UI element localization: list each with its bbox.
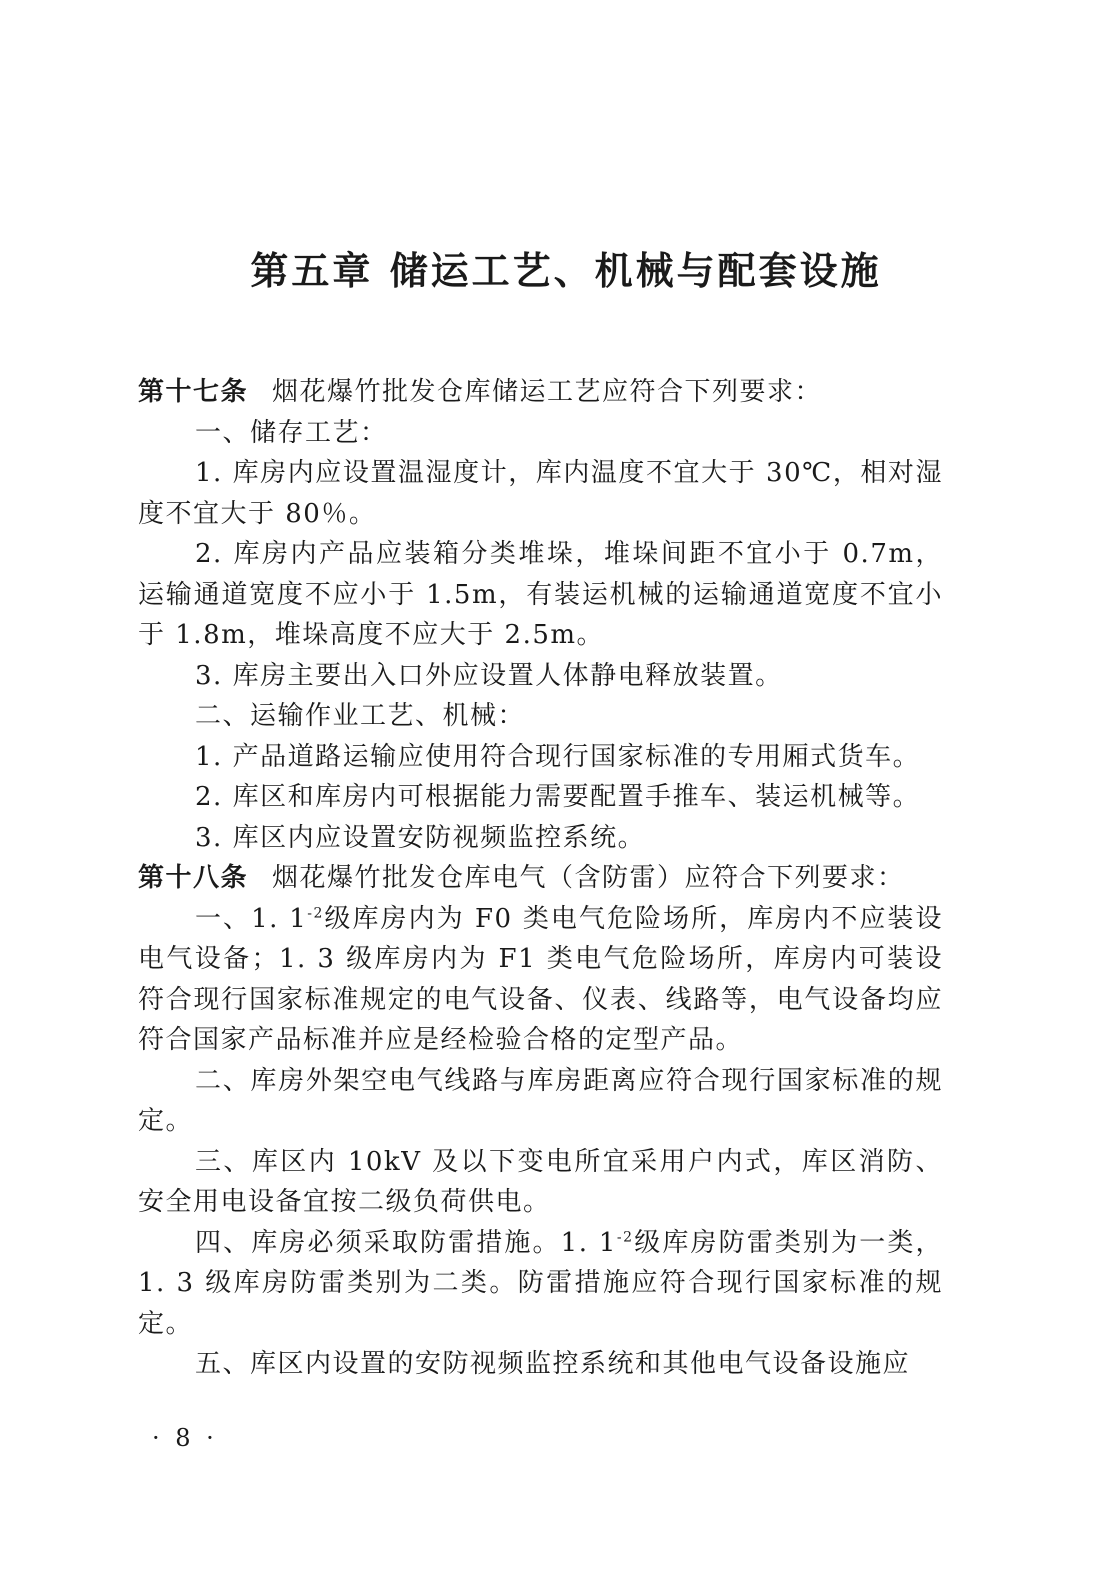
article-18-intro-text: 烟花爆竹批发仓库电气（含防雷）应符合下列要求： <box>272 863 905 893</box>
chapter-title: 第五章 储运工艺、机械与配套设施 <box>250 249 882 293</box>
article-17-section-1-item-1: 1. 库房内应设置温湿度计，库内温度不宜大于 30℃，相对湿度不宜大于 80％。 <box>138 458 943 529</box>
article-17-section-2-item-3: 3. 库区内应设置安防视频监控系统。 <box>195 822 646 853</box>
article-18-intro <box>138 858 943 899</box>
article-18-item-4 <box>138 1223 943 1345</box>
article-18-item-2: 二、库房外架空电气线路与库房距离应符合现行国家标准的规定。 <box>138 1065 943 1136</box>
article-17-section-1-title: 一、储存工艺： <box>195 417 388 448</box>
article-18-item-1 <box>138 899 943 1061</box>
article-18-item-4-part-a: 四、库房必须采取防雷措施。1. 1 <box>195 1227 617 1258</box>
article-18-item-1-part-a: 一、1. 1 <box>195 903 308 934</box>
article-18-item-5: 五、库区内设置的安防视频监控系统和其他电气设备设施应 <box>195 1349 911 1379</box>
article-17-section-1-item-3: 3. 库房主要出入口外应设置人体静电释放装置。 <box>195 660 783 691</box>
article-18-item-4-part-b: 级库房防雷类别为一类，1. 3 级库房防雷类别为二类。防雷措施应符合现行国家标准的规定。 <box>138 1227 943 1339</box>
article-17-intro-text: 烟花爆竹批发仓库储运工艺应符合下列要求： <box>272 377 823 407</box>
article-17-section-1-item-2: 2. 库房内产品应装箱分类堆垛，堆垛间距不宜小于 0.7m，运输通道宽度不应小于 1.5m，有装运机械的运输通道宽度不宜小于 1.8m，堆垛高度不应大于 2.5m。 <box>138 539 943 650</box>
page-number: · 8 · <box>152 1424 218 1452</box>
body-text <box>138 372 943 1385</box>
article-17-head: 第十七条 <box>138 377 249 407</box>
article-18-item-4-superscript: -2 <box>616 1228 634 1245</box>
article-17-section-2-item-1: 1. 产品道路运输应使用符合现行国家标准的专用厢式货车。 <box>195 741 921 772</box>
article-17-intro <box>138 372 943 413</box>
article-18-item-1-superscript: -2 <box>307 904 324 921</box>
article-18-item-1-part-b: 级库房内为 F0 类电气危险场所，库房内不应装设电气设备；1. 3 级库房内为 F1 类电气危险场所，库房内可装设符合现行国家标准规定的电气设备、仪表、线路等，电气设备均应符合国家产品标准并应是经检验合格的定型产品。 <box>138 903 943 1055</box>
article-18-head: 第十八条 <box>138 863 249 893</box>
article-18-item-3: 三、库区内 10kV 及以下变电所宜采用户内式，库区消防、安全用电设备宜按二级负荷供电。 <box>138 1146 943 1217</box>
article-17-section-2-item-2: 2. 库区和库房内可根据能力需要配置手推车、装运机械等。 <box>195 782 921 812</box>
article-17-section-2-title: 二、运输作业工艺、机械： <box>195 701 526 731</box>
